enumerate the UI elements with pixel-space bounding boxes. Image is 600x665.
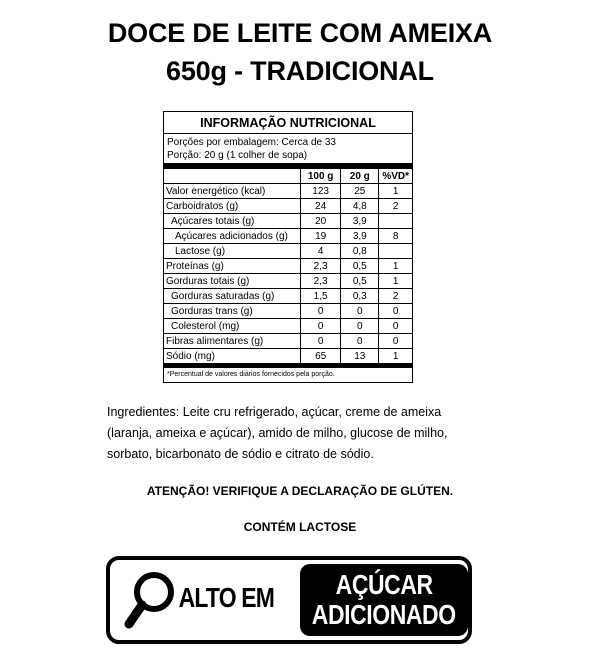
nutrient-name-line1: AÇÚCAR (335, 569, 433, 600)
nutrient-label: Gorduras trans (g) (164, 304, 301, 319)
value-20g: 0 (341, 319, 379, 334)
column-header-100g: 100 g (301, 169, 341, 184)
value-20g: 25 (341, 184, 379, 199)
value-vd: 0 (379, 304, 412, 319)
value-100g: 20 (301, 214, 341, 229)
value-vd: 1 (379, 184, 412, 199)
product-title (0, 14, 600, 90)
value-vd: 8 (379, 229, 412, 244)
nutrient-label: Valor energético (kcal) (164, 184, 301, 199)
value-100g: 24 (301, 199, 341, 214)
value-vd: 0 (379, 319, 412, 334)
value-100g: 2,3 (301, 274, 341, 289)
product-title-line1: DOCE DE LEITE COM AMEIXA (107, 18, 493, 48)
value-100g: 123 (301, 184, 341, 199)
value-20g: 3,9 (341, 229, 379, 244)
value-vd: 1 (379, 274, 412, 289)
table-row (164, 229, 412, 244)
table-header-row (164, 169, 412, 184)
value-20g: 3,9 (341, 214, 379, 229)
gluten-warning: ATENÇÃO! VERIFIQUE A DECLARAÇÃO DE GLÚTEN. (146, 484, 454, 498)
value-20g: 13 (341, 349, 379, 364)
column-header-vd: %VD* (379, 169, 412, 184)
column-header-20g: 20 g (341, 169, 379, 184)
product-title-line2: 650g - TRADICIONAL (166, 56, 434, 86)
value-20g: 0,5 (341, 259, 379, 274)
nutrient-label: Colesterol (mg) (164, 319, 301, 334)
table-row (164, 334, 412, 349)
serving-info (164, 134, 412, 162)
value-100g: 0 (301, 319, 341, 334)
nutrient-label: Açúcares adicionados (g) (164, 229, 301, 244)
table-row (164, 214, 412, 229)
value-20g: 0,5 (341, 274, 379, 289)
ingredients-line: sorbato, bicarbonato de sódio e citrato de sódio. (107, 447, 374, 461)
nutrient-name-line2: ADICIONADO (312, 599, 456, 630)
value-100g: 0 (301, 304, 341, 319)
value-100g: 0 (301, 334, 341, 349)
nutrient-label: Sódio (mg) (164, 349, 301, 364)
table-row (164, 304, 412, 319)
nutrition-heading: INFORMAÇÃO NUTRICIONAL (164, 112, 412, 134)
value-vd (379, 214, 412, 229)
nutrient-label: Gorduras totais (g) (164, 274, 301, 289)
value-vd: 1 (379, 349, 412, 364)
value-100g: 4 (301, 244, 341, 259)
high-in-label: ALTO EM (178, 582, 275, 613)
nutrient-label: Carboidratos (g) (164, 199, 301, 214)
lactose-warning: CONTÉM LACTOSE (243, 520, 357, 534)
nutrient-label: Lactose (g) (164, 244, 301, 259)
ingredients-line: (laranja, ameixa e açúcar), amido de milho, glucose de milho, (107, 426, 448, 440)
nutrient-label: Açúcares totais (g) (164, 214, 301, 229)
front-warning-seal (106, 556, 472, 644)
value-20g: 0 (341, 334, 379, 349)
value-100g: 19 (301, 229, 341, 244)
value-100g: 65 (301, 349, 341, 364)
nutrient-table (164, 169, 412, 364)
value-vd: 2 (379, 199, 412, 214)
value-100g: 1,5 (301, 289, 341, 304)
table-row (164, 259, 412, 274)
nutrient-label: Fibras alimentares (g) (164, 334, 301, 349)
table-row (164, 349, 412, 364)
value-20g: 0,3 (341, 289, 379, 304)
value-20g: 4,8 (341, 199, 379, 214)
value-vd: 1 (379, 259, 412, 274)
ingredients-text (107, 402, 507, 465)
magnifying-glass-icon (124, 566, 180, 636)
nutrient-label: Gorduras saturadas (g) (164, 289, 301, 304)
table-row (164, 184, 412, 199)
table-row (164, 274, 412, 289)
table-row (164, 289, 412, 304)
footnote: *Percentual de valores diários fornecidos pela porção. (167, 371, 335, 378)
table-row (164, 319, 412, 334)
column-header-blank (164, 169, 301, 184)
table-row (164, 244, 412, 259)
value-vd: 2 (379, 289, 412, 304)
value-100g: 2,3 (301, 259, 341, 274)
value-vd (379, 244, 412, 259)
nutrient-label: Proteínas (g) (164, 259, 301, 274)
value-20g: 0,8 (341, 244, 379, 259)
value-vd: 0 (379, 334, 412, 349)
nutrition-facts-table (163, 111, 413, 383)
table-row (164, 199, 412, 214)
value-20g: 0 (341, 304, 379, 319)
ingredients-line: Ingredientes: Leite cru refrigerado, açúcar, creme de ameixa (107, 405, 442, 419)
servings-per-package: Porções por embalagem: Cerca de 33 (167, 137, 336, 148)
portion-size: Porção: 20 g (1 colher de sopa) (167, 150, 308, 161)
nutrient-box (300, 564, 468, 636)
